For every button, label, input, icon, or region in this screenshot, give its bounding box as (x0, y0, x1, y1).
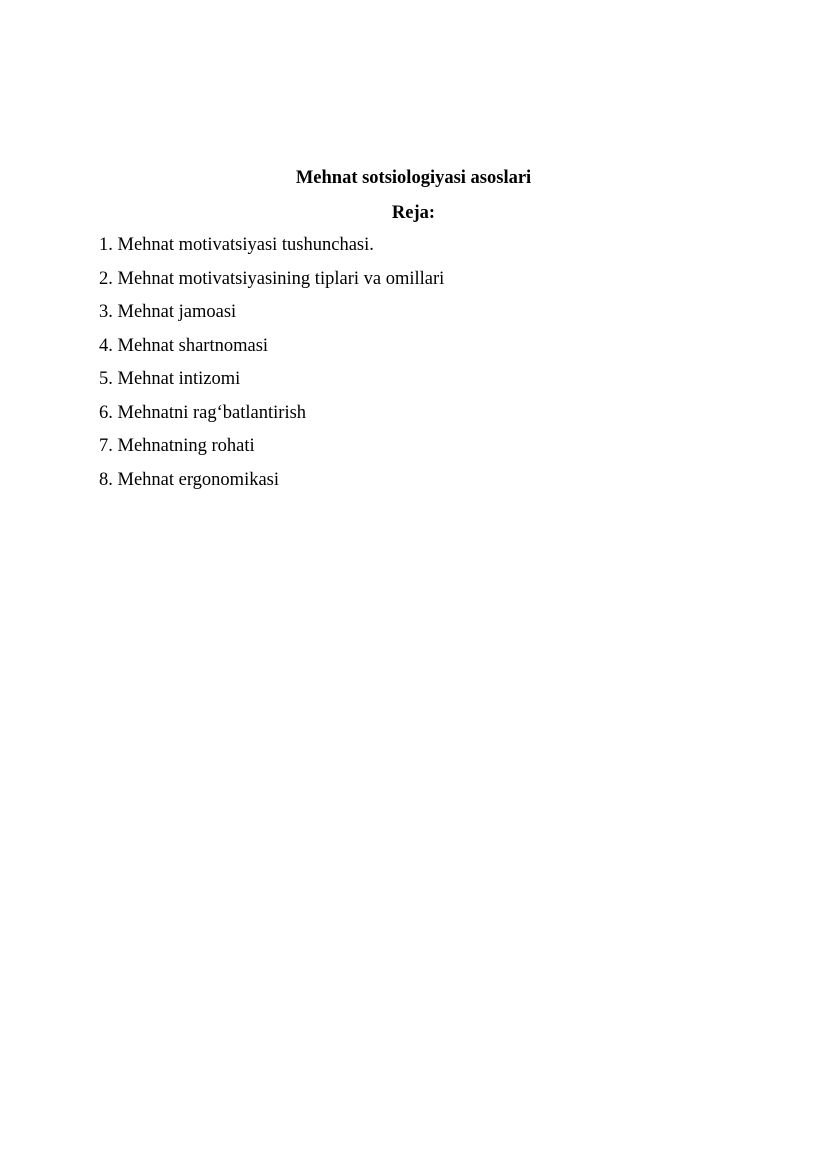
plan-item: 1. Mehnat motivatsiyasi tushunchasi. (99, 235, 374, 255)
plan-item: 3. Mehnat jamoasi (99, 302, 237, 322)
plan-item: 5. Mehnat intizomi (99, 369, 241, 389)
plan-item: 2. Mehnat motivatsiyasining tiplari va omillari (99, 268, 445, 289)
plan-item: 6. Mehnatni rag‘batlantirish (99, 402, 307, 423)
plan-item: 8. Mehnat ergonomikasi (99, 469, 280, 490)
document-title: Mehnat sotsiologiyasi asoslari (295, 168, 532, 188)
plan-item: 7. Mehnatning rohati (99, 436, 255, 456)
plan-item: 4. Mehnat shartnomasi (99, 335, 269, 356)
document-subtitle: Reja: (391, 203, 436, 223)
plan-list (99, 233, 444, 501)
